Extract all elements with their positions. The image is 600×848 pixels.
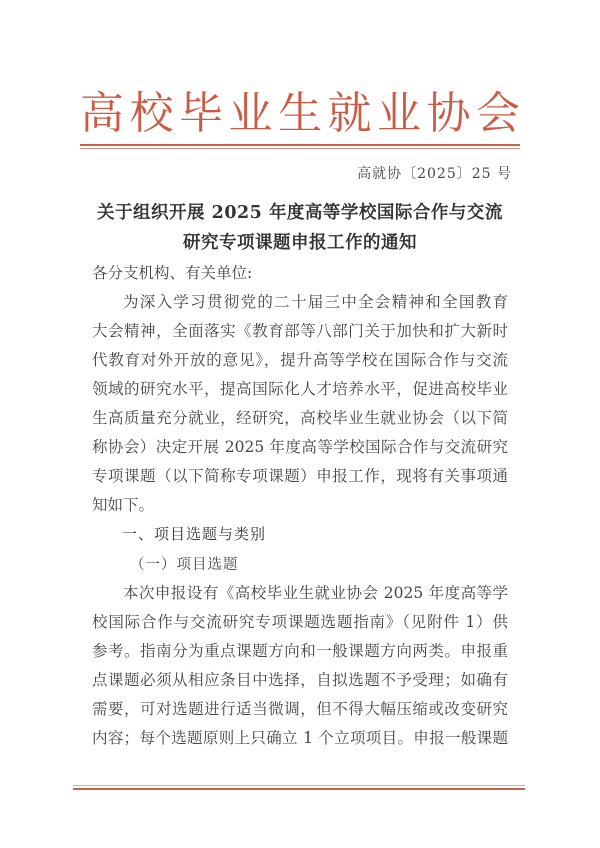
paragraph-line: 称协会）决定开展 2025 年度高等学校国际合作与交流研究	[92, 438, 508, 456]
paragraph-line: 领域的研究水平，提高国际化人才培养水平，促进高校毕业	[92, 380, 508, 398]
masthead-char: 生	[278, 88, 322, 139]
paragraph-line: 本次申报设有《高校毕业生就业协会 2025 年度高等学	[123, 584, 508, 602]
footer-rule-thin	[73, 785, 525, 786]
masthead-char: 业	[228, 88, 273, 139]
salutation: 各分支机构、有关单位:	[92, 264, 253, 282]
masthead-char: 会	[476, 88, 520, 139]
masthead-char: 毕	[179, 88, 223, 139]
masthead-char: 协	[426, 88, 471, 139]
masthead-title	[80, 86, 520, 142]
paragraph-line: 代教育对外开放的意见》，提升高等学校在国际合作与交流	[92, 351, 508, 369]
subsection-heading: （一）项目选题	[130, 557, 239, 573]
masthead-char: 校	[129, 88, 174, 139]
document-title-line-2: 研究专项课题申报工作的通知	[183, 233, 417, 253]
masthead-char: 就	[327, 88, 372, 139]
document-title-line-1: 关于组织开展 2025 年度高等学校国际合作与交流	[97, 203, 503, 223]
paragraph-line: 为深入学习贯彻党的二十届三中全会精神和全国教育	[123, 293, 508, 311]
masthead-char: 高	[80, 88, 124, 139]
paragraph-line: 内容；每个选题原则上只确立 1 个立项项目。申报一般课题	[92, 729, 508, 747]
section-heading: 一、项目选题与类别	[122, 525, 267, 543]
paragraph-line: 专项课题（以下简称专项课题）申报工作，现将有关事项通	[92, 467, 508, 485]
paragraph-line: 校国际合作与交流研究专项课题选题指南》（见附件 1）供	[92, 613, 508, 631]
document-number: 高就协〔2025〕25 号	[357, 166, 512, 182]
paragraph-line: 需要，可对选题进行适当微调，但不得大幅压缩或改变研究	[92, 700, 508, 718]
masthead-char: 业	[377, 88, 421, 139]
paragraph-line: 知如下。	[92, 496, 155, 514]
footer-rule-thick	[73, 788, 525, 790]
paragraph-line: 生高质量充分就业，经研究，高校毕业生就业协会（以下简	[92, 409, 508, 427]
masthead-rule-thick	[80, 144, 520, 146]
paragraph-line: 点课题必须从相应条目中选择，自拟选题不予受理；如确有	[92, 671, 508, 689]
paragraph-line: 参考。指南分为重点课题方向和一般课题方向两类。申报重	[92, 642, 508, 660]
paragraph-line: 大会精神，全面落实《教育部等八部门关于加快和扩大新时	[92, 322, 508, 340]
masthead-rule-thin	[80, 148, 520, 149]
